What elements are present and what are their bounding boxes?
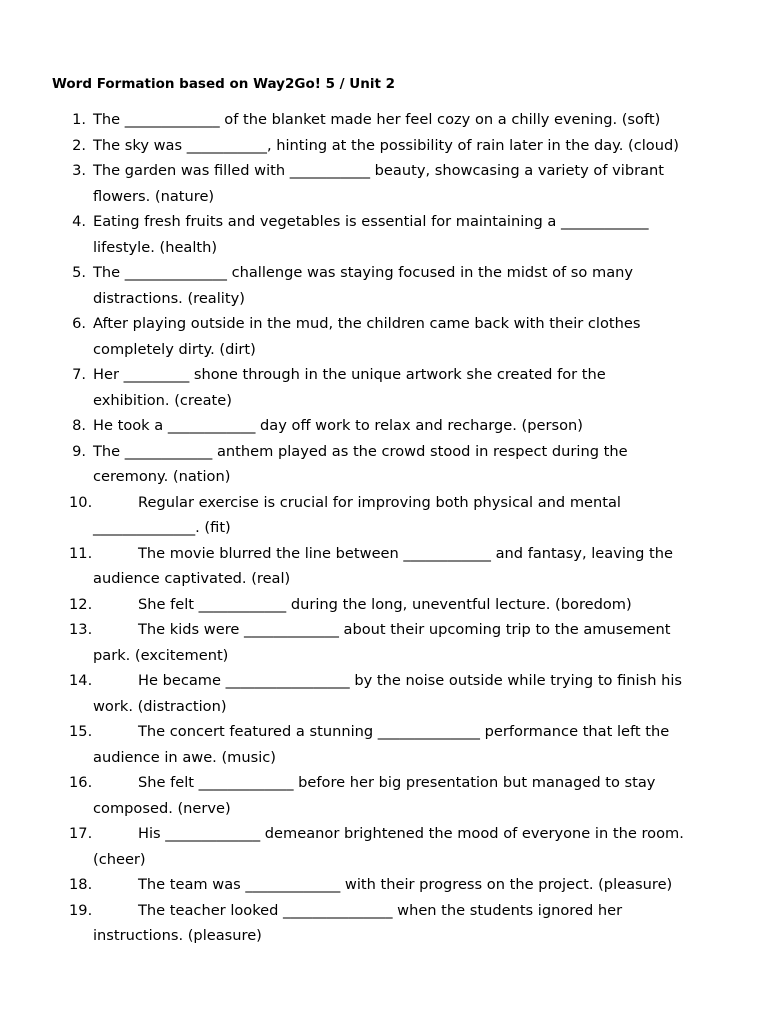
- item-sentence-continuation: ______________. (fit): [93, 519, 231, 536]
- item-sentence-continuation: (cheer): [93, 850, 146, 868]
- item-number: 15.: [69, 723, 93, 740]
- item-sentence-continuation: work. (distraction): [93, 697, 227, 715]
- item-number: 6.: [72, 315, 86, 332]
- item-number: 14.: [69, 672, 93, 689]
- item-sentence: [93, 898, 728, 924]
- exercise-item: [0, 719, 768, 770]
- item-sentence-continuation: composed. (nerve): [93, 799, 231, 817]
- exercise-item: [0, 770, 768, 821]
- item-sentence: He took a ____________ day off work to relax and recharge. (person): [93, 417, 583, 434]
- item-number: 5.: [72, 264, 86, 281]
- item-sentence-continuation: park. (excitement): [93, 646, 229, 664]
- item-number: 1.: [72, 111, 86, 128]
- exercise-item: [0, 617, 768, 668]
- item-number: 7.: [72, 366, 86, 383]
- item-number: 16.: [69, 774, 93, 791]
- item-sentence-continuation: audience captivated. (real): [93, 570, 291, 587]
- exercise-item: [0, 872, 768, 898]
- item-sentence: The _____________ of the blanket made her feel cozy on a chilly evening. (soft): [93, 111, 661, 128]
- item-sentence: [93, 668, 728, 694]
- item-number: 10.: [69, 493, 93, 511]
- item-number: 11.: [69, 544, 93, 562]
- item-sentence-text: The team was _____________ with their progress on the project. (pleasure): [138, 876, 673, 893]
- item-number: 19.: [69, 901, 93, 919]
- item-sentence: [93, 490, 728, 516]
- item-sentence-text: She felt ____________ during the long, uneventful lecture. (boredom): [138, 595, 632, 613]
- item-sentence: [93, 617, 728, 643]
- item-sentence: Eating fresh fruits and vegetables is essential for maintaining a ____________: [93, 213, 649, 230]
- item-sentence-continuation: exhibition. (create): [93, 391, 232, 409]
- item-number: 4.: [72, 213, 86, 230]
- item-sentence: The ______________ challenge was staying focused in the midst of so many: [93, 264, 634, 281]
- exercise-item: [0, 592, 768, 618]
- exercise-item: [0, 107, 768, 133]
- item-sentence-continuation: distractions. (reality): [93, 289, 245, 307]
- item-number: 12.: [69, 595, 93, 613]
- item-sentence: The ____________ anthem played as the crowd stood in respect during the: [93, 442, 628, 460]
- exercise-item: [0, 668, 768, 719]
- exercise-item: [0, 413, 768, 439]
- item-sentence-continuation: lifestyle. (health): [93, 238, 218, 256]
- item-sentence-text: He became _________________ by the noise outside while trying to finish his: [138, 672, 683, 689]
- exercise-item: [0, 439, 768, 490]
- item-sentence-text: She felt _____________ before her big presentation but managed to stay: [138, 774, 656, 791]
- item-sentence: The garden was filled with ___________ beauty, showcasing a variety of vibrant: [93, 162, 665, 179]
- item-sentence-continuation: flowers. (nature): [93, 187, 215, 205]
- exercise-item: [0, 260, 768, 311]
- item-sentence: [93, 821, 728, 847]
- item-sentence-text: The kids were _____________ about their upcoming trip to the amusement: [138, 621, 671, 638]
- exercise-item: [0, 898, 768, 949]
- item-number: 3.: [72, 162, 86, 179]
- exercise-list: [0, 107, 768, 949]
- item-number: 17.: [69, 825, 93, 842]
- item-sentence: After playing outside in the mud, the children came back with their clothes: [93, 315, 641, 332]
- item-sentence-text: The movie blurred the line between ____________ and fantasy, leaving the: [138, 544, 673, 562]
- item-sentence-continuation: completely dirty. (dirt): [93, 340, 256, 358]
- exercise-item: [0, 311, 768, 362]
- item-sentence-continuation: audience in awe. (music): [93, 748, 276, 766]
- exercise-item: [0, 821, 768, 872]
- item-sentence: Her _________ shone through in the unique artwork she created for the: [93, 366, 606, 383]
- item-sentence-continuation: ceremony. (nation): [93, 468, 231, 485]
- item-sentence-text: The teacher looked _______________ when the students ignored her: [138, 901, 623, 919]
- item-sentence-text: His _____________ demeanor brightened the mood of everyone in the room.: [138, 825, 684, 842]
- item-number: 18.: [69, 876, 93, 893]
- item-sentence: [93, 592, 728, 618]
- item-sentence-text: The concert featured a stunning ______________ performance that left the: [138, 723, 670, 740]
- item-sentence: [93, 541, 728, 567]
- item-number: 2.: [72, 136, 86, 154]
- exercise-item: [0, 158, 768, 209]
- item-sentence-text: Regular exercise is crucial for improving both physical and mental: [138, 493, 621, 511]
- item-number: 13.: [69, 621, 93, 638]
- exercise-item: [0, 209, 768, 260]
- item-number: 9.: [72, 442, 86, 460]
- item-sentence: [93, 719, 728, 745]
- exercise-item: [0, 362, 768, 413]
- exercise-item: [0, 541, 768, 592]
- item-sentence: The sky was ___________, hinting at the possibility of rain later in the day. (cloud): [93, 136, 679, 154]
- item-sentence: [93, 872, 728, 898]
- item-number: 8.: [72, 417, 86, 434]
- exercise-item: [0, 490, 768, 541]
- worksheet-title: Word Formation based on Way2Go! 5 / Unit 2: [52, 76, 396, 92]
- item-sentence: [93, 770, 728, 796]
- item-sentence-continuation: instructions. (pleasure): [93, 927, 262, 944]
- exercise-item: [0, 133, 768, 159]
